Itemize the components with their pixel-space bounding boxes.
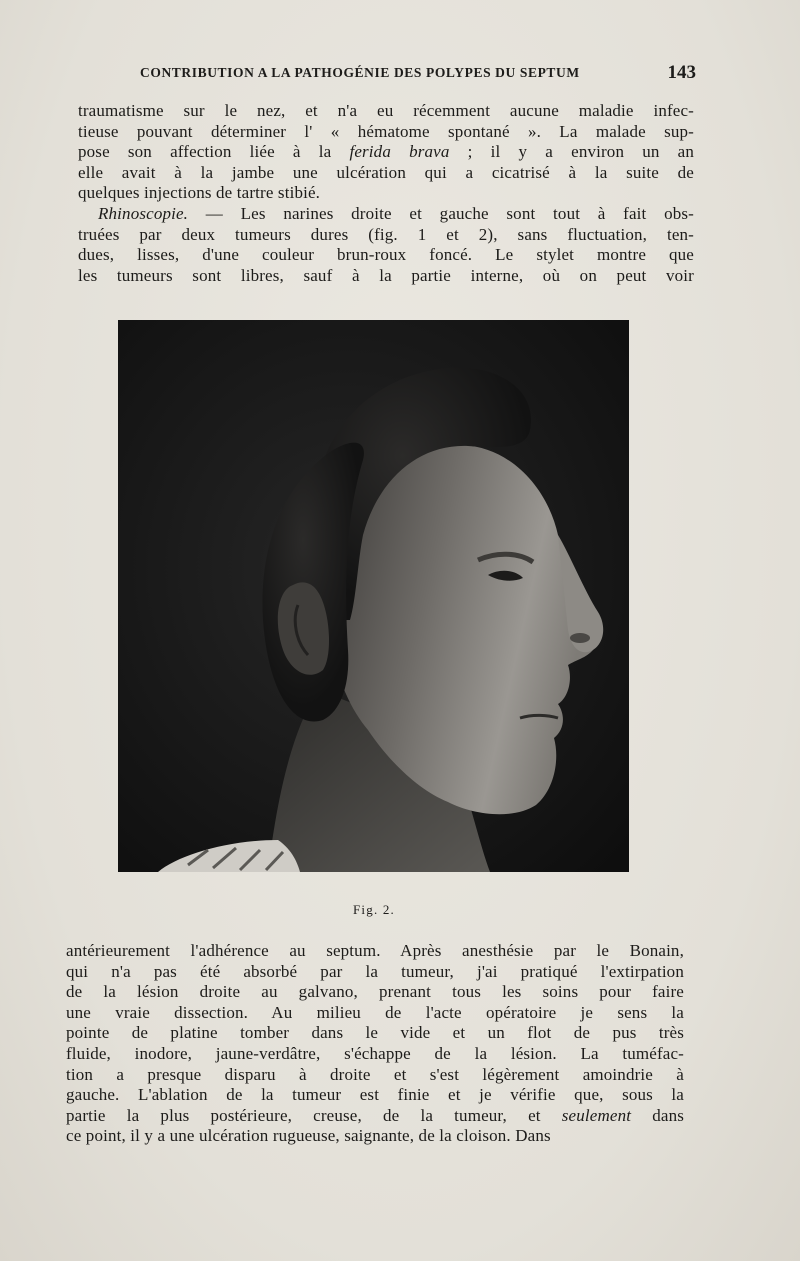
text-line-mixed	[78, 142, 694, 163]
italic-term: ferida brava	[349, 142, 450, 162]
text-line: elle avait à la jambe une ulcération qui a cicatrisé à la suite de	[78, 162, 694, 182]
text-run: dans	[631, 1105, 684, 1125]
text-line: traumatisme sur le nez, et n'a eu récemment aucune maladie infec-	[78, 101, 694, 120]
section-lead: Rhinoscopie.	[98, 204, 189, 223]
text-run: ; il y a environ un an	[449, 142, 694, 162]
profile-portrait-photo	[118, 320, 629, 872]
paragraph-rhinoscopie	[78, 204, 694, 286]
page-number: 143	[667, 62, 696, 83]
indent	[78, 204, 98, 223]
text-run: partie la plus postérieure, creuse, de la tumeur, et	[66, 1105, 541, 1125]
text-line: les tumeurs sont libres, sauf à la partie interne, où on peut voir	[78, 265, 694, 285]
text-line: antérieurement l'adhérence au septum. Après anesthésie par le Bonain,	[66, 941, 684, 960]
text-line: tieuse pouvant déterminer l' « hématome spontané ». La malade sup-	[78, 121, 694, 141]
text-line: tion a presque disparu à droite et s'est légèrement amoindrie à	[66, 1064, 684, 1084]
text-line: une vraie dissection. Au milieu de l'acte opératoire je sens la	[66, 1002, 684, 1022]
text-line: truées par deux tumeurs dures (fig. 1 et 2), sans fluctuation, ten-	[78, 224, 694, 244]
text-line-mixed	[66, 1106, 684, 1127]
italic-emphasis: seulement	[561, 1105, 632, 1125]
text-line: dues, lisses, d'une couleur brun-roux foncé. Le stylet montre que	[78, 245, 694, 265]
text-line: fluide, inodore, jaune-verdâtre, s'échappe de la lésion. La tuméfac-	[66, 1043, 684, 1063]
running-head	[140, 62, 696, 84]
figure-photograph	[118, 320, 629, 872]
text-line-mixed	[78, 204, 694, 225]
paragraph-operation	[66, 941, 684, 1147]
text-line: ce point, il y a une ulcération rugueuse, saignante, de la cloison. Dans	[66, 1126, 551, 1146]
text-line: pointe de platine tomber dans le vide et un flot de pus très	[66, 1023, 684, 1043]
text-line: gauche. L'ablation de la tumeur est finie et je vérifie que, sous la	[66, 1085, 684, 1105]
running-title: CONTRIBUTION A LA PATHOGÉNIE DES POLYPES DU SEPTUM	[140, 65, 580, 80]
paragraph-continued	[78, 101, 694, 204]
text-line: qui n'a pas été absorbé par la tumeur, j'ai pratiqué l'extirpation	[66, 961, 684, 981]
text-line: de la lésion droite au galvano, prenant tous les soins pour faire	[66, 982, 684, 1002]
text-line: quelques injections de tartre stibié.	[78, 183, 321, 203]
figure-caption: Fig. 2.	[353, 902, 395, 917]
text-run: pose son affection liée à la	[78, 142, 332, 162]
text-run: — Les narines droite et gauche sont tout à fait obs-	[188, 204, 694, 223]
